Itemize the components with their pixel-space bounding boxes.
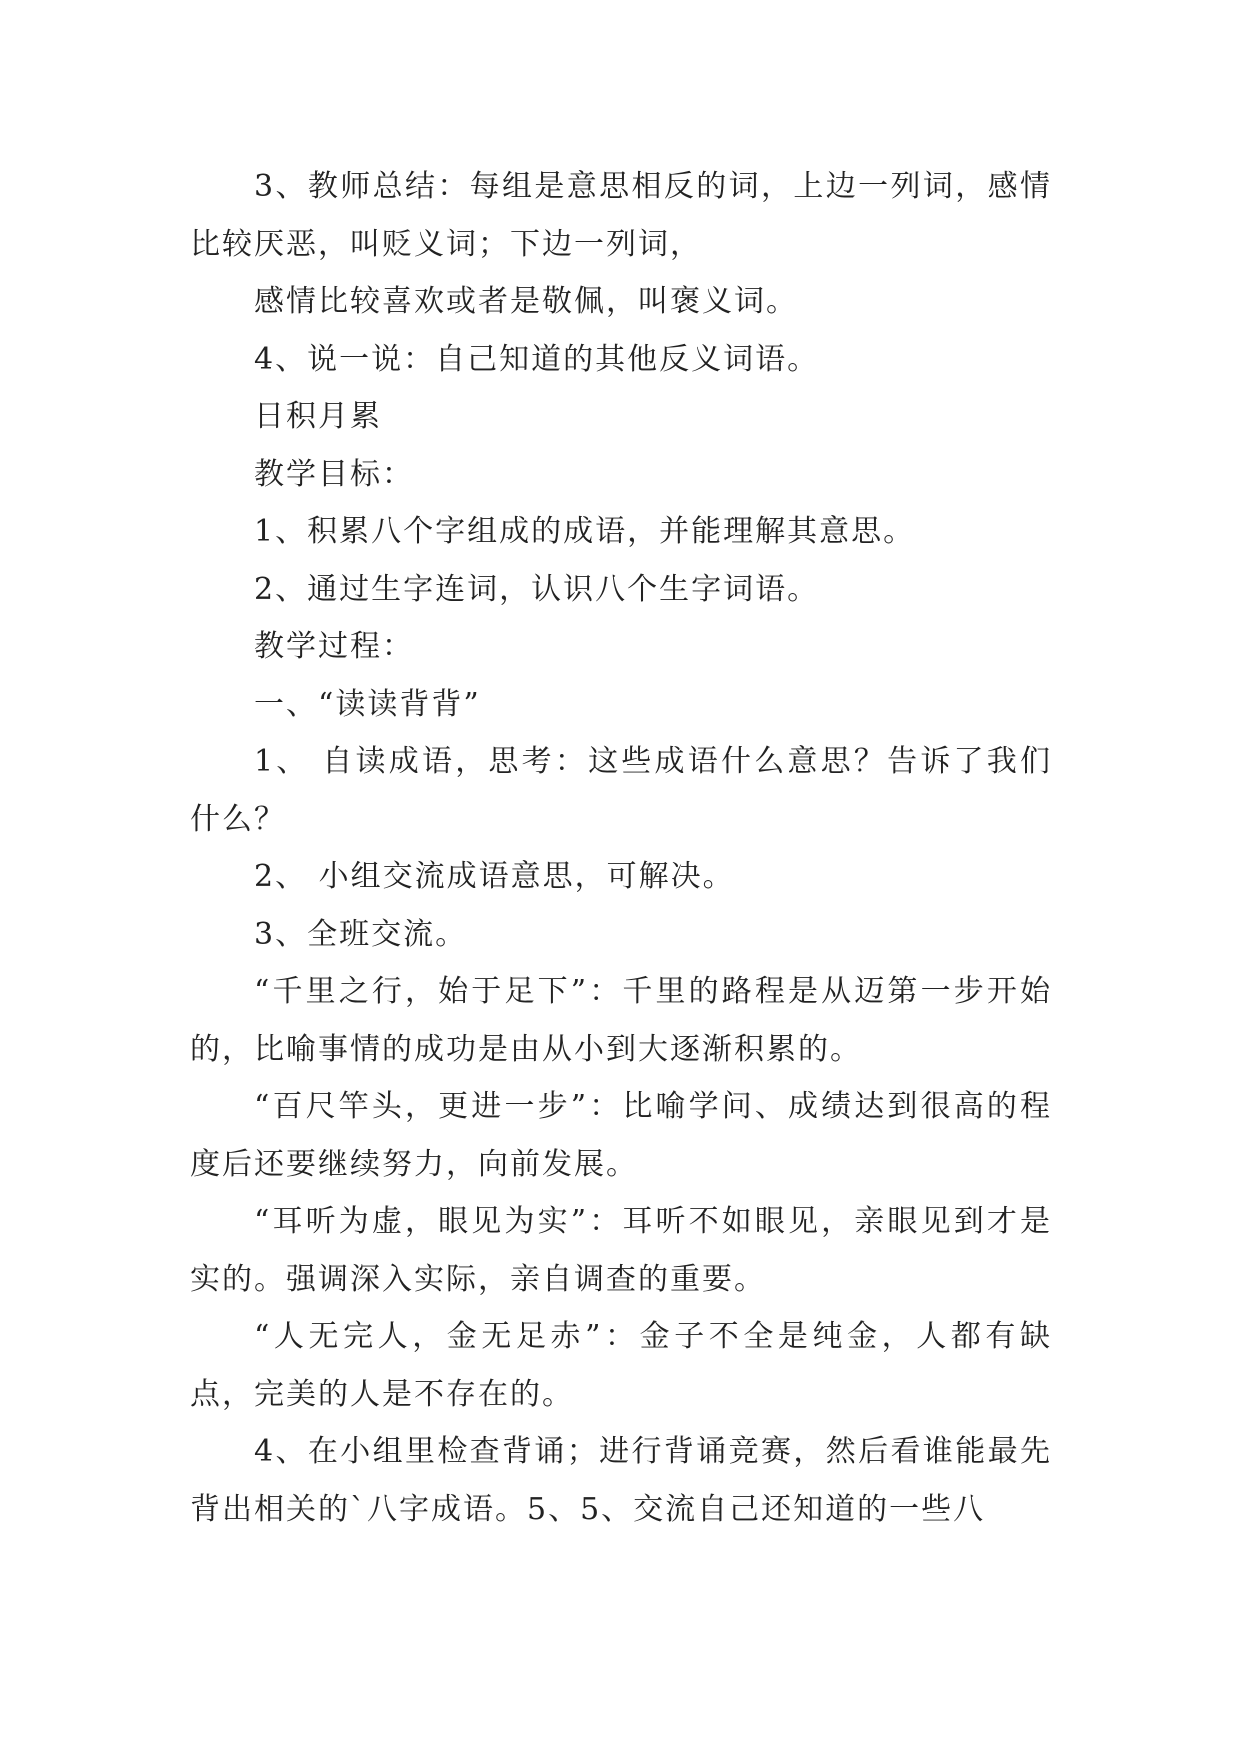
step-recitation-contest: 4、在小组里检查背诵；进行背诵竞赛，然后看谁能最先背出相关的`八字成语。5、5、交流自己还知道的一些八 [190, 1434, 1052, 1527]
paragraph-teacher-summary: 3、教师总结：每组是意思相反的词，上边一列词，感情比较厌恶，叫贬义词；下边一列词， [190, 169, 1052, 262]
section-heading-accumulation: 日积月累 [254, 399, 382, 434]
step-self-read: 1、 自读成语，思考：这些成语什么意思？告诉了我们什么？ [190, 744, 1052, 837]
paragraph-say-antonyms: 4、说一说：自己知道的其他反义词语。 [254, 341, 820, 377]
idiom-nobody-perfect: “人无完人，金无足赤”：金子不全是纯金，人都有缺点，完美的人是不存在的。 [190, 1319, 1052, 1412]
step-class-discussion: 3、全班交流。 [254, 916, 468, 952]
idiom-hundred-feet-pole: “百尺竿头，更进一步”：比喻学问、成绩达到很高的程度后还要继续努力，向前发展。 [190, 1089, 1052, 1182]
idiom-seeing-is-believing: “耳听为虚，眼见为实”：耳听不如眼见，亲眼见到才是实的。强调深入实际，亲自调查的重要。 [190, 1204, 1052, 1297]
heading-teaching-process: 教学过程： [254, 629, 414, 664]
heading-teaching-goals: 教学目标： [254, 456, 414, 492]
goal-item-1: 1、积累八个字组成的成语，并能理解其意思。 [254, 514, 916, 549]
step-group-discussion: 2、 小组交流成语意思，可解决。 [254, 859, 735, 894]
goal-item-2: 2、通过生字连词，认识八个生字词语。 [254, 571, 820, 607]
document-body [190, 158, 1052, 1538]
paragraph-commendatory-words: 感情比较喜欢或者是敬佩，叫褒义词。 [254, 284, 798, 319]
idiom-thousand-miles: “千里之行，始于足下”：千里的路程是从迈第一步开始的，比喻事情的成功是由从小到大逐渐积累的。 [190, 974, 1052, 1067]
step-read-recite: 一、“读读背背” [254, 686, 481, 722]
